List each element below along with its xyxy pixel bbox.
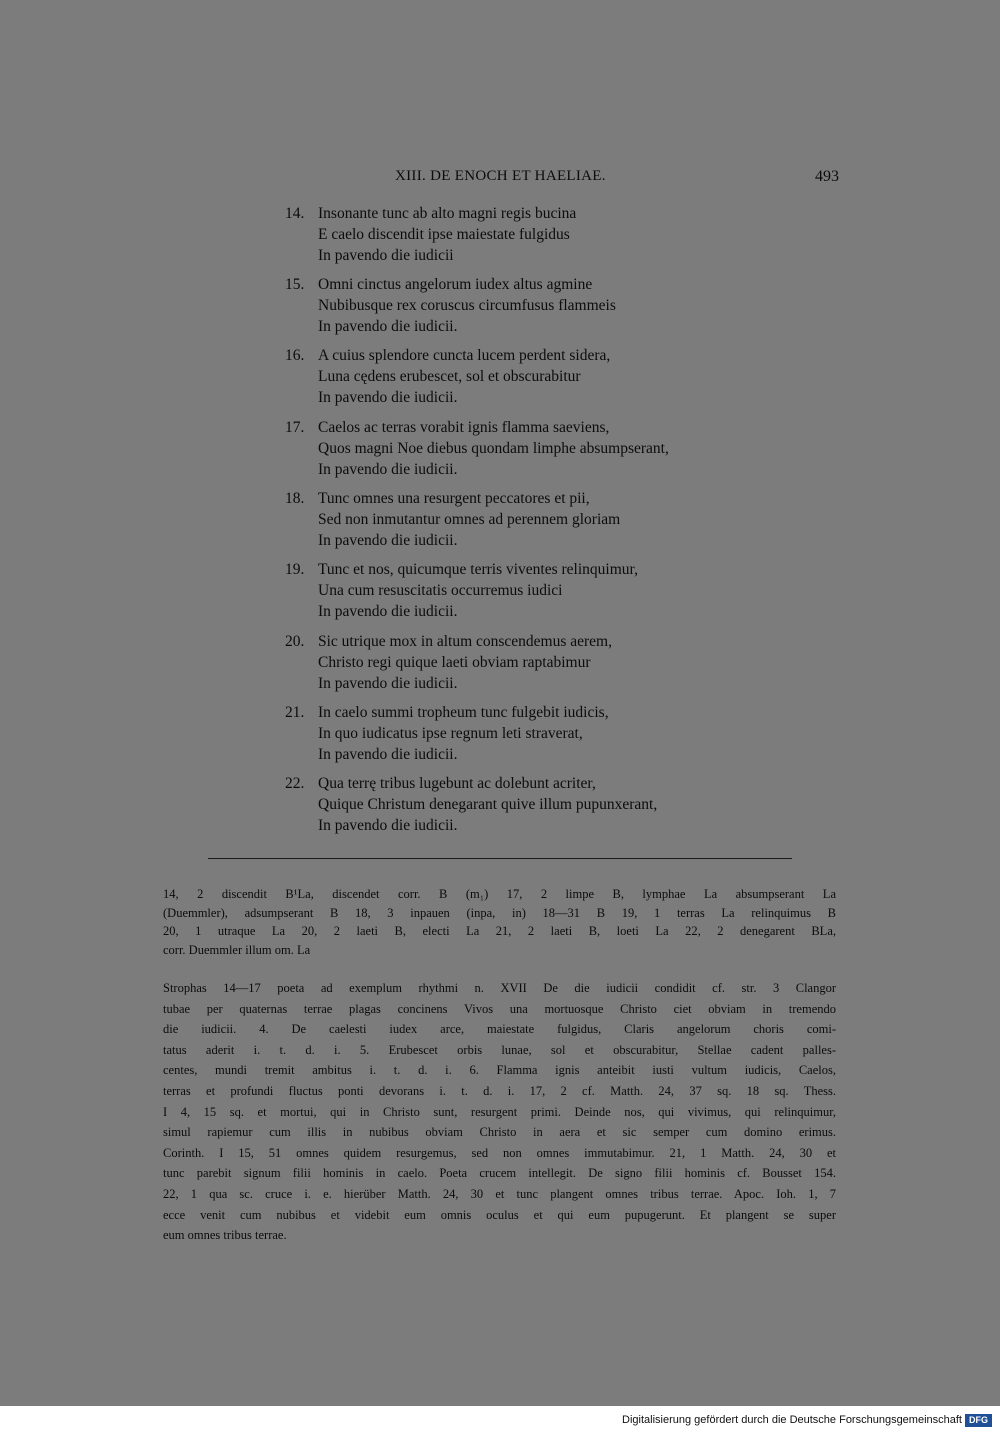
dfg-logo[interactable]: DFG (965, 1414, 992, 1427)
verse-line: Qua terrę tribus lugebunt ac dolebunt acriter, (318, 775, 596, 792)
stanza-number: 22. (285, 775, 305, 792)
verse-line: Tunc et nos, quicumque terris viventes relinquimur, (318, 561, 638, 578)
funding-notice: Digitalisierung gefördert durch die Deutsche Forschungsgemeinschaft (622, 1414, 962, 1426)
verse-refrain: In pavendo die iudicii. (318, 389, 458, 406)
verse-line: Sic utrique mox in altum conscendemus aerem, (318, 633, 612, 650)
stanza-number: 19. (285, 561, 305, 578)
verse-line: Christo regi quique laeti obviam raptabimur (318, 654, 591, 671)
stanza-number: 21. (285, 704, 305, 721)
apparatus-line: 14, 2 discendit B¹La, discendet corr. B (m₁) 17, 2 limpe B, lymphae La absumpserant La (163, 887, 836, 901)
commentary-line: tubae per quaternas terrae plagas concinens Vivos una mortuosque Christo ciet obviam in tremendo (163, 1001, 836, 1016)
separator-rule (208, 858, 792, 859)
commentary-line: ecce venit cum nubibus et videbit eum omnis oculus et qui eum pupugerunt. Et plangent se super (163, 1207, 836, 1222)
commentary-line: Strophas 14—17 poeta ad exemplum rhythmi n. XVII De die iudicii condidit cf. str. 3 Clangor (163, 981, 836, 995)
critical-apparatus (163, 885, 836, 959)
verse-line: E caelo discendit ipse maiestate fulgidus (318, 226, 570, 243)
running-head: XIII. DE ENOCH ET HAELIAE. (395, 168, 606, 184)
commentary-line: tatus aderit i. t. d. i. 5. Erubescet orbis lunae, sol et obscurabitur, Stellae cadent palles- (163, 1042, 836, 1057)
verse-refrain: In pavendo die iudicii. (318, 817, 458, 834)
stanza-number: 15. (285, 276, 305, 293)
verse-line: In caelo summi tropheum tunc fulgebit iudicis, (318, 704, 609, 721)
verse-line: Luna cędens erubescet, sol et obscurabitur (318, 368, 581, 385)
commentary-line: simul rapiemur cum illis in nubibus obviam Christo in aera et sic semper cum domino erimus. (163, 1125, 836, 1140)
commentary-line: Corinth. I 15, 51 omnes quidem resurgemus, sed non omnes immutabimur. 21, 1 Matth. 24, 30 et (163, 1145, 836, 1160)
verse-line: A cuius splendore cuncta lucem perdent sidera, (318, 347, 611, 364)
verse-refrain: In pavendo die iudicii. (318, 318, 458, 335)
verse-line: Tunc omnes una resurgent peccatores et pii, (318, 490, 590, 507)
commentary-line: die iudicii. 4. De caelesti iudex arce, maiestate fulgidus, Claris angelorum choris comi- (163, 1022, 836, 1037)
verse-refrain: In pavendo die iudicii. (318, 603, 458, 620)
page-number: 493 (815, 168, 839, 185)
stanza-number: 18. (285, 490, 305, 507)
verse-refrain: In pavendo die iudicii. (318, 746, 458, 763)
stanza-number: 17. (285, 419, 305, 436)
verse-line: Insonante tunc ab alto magni regis bucina (318, 205, 577, 222)
commentary-line: centes, mundi tremit ambitus i. t. d. i. 6. Flamma ignis anteibit iusti vultum iudicis, Caelos, (163, 1063, 836, 1078)
verse-line: Nubibusque rex coruscus circumfusus flammeis (318, 297, 616, 314)
verse-line: Quique Christum denegarant quive illum pupunxerant, (318, 796, 658, 813)
verse-line: In quo iudicatus ipse regnum leti straverat, (318, 725, 583, 742)
commentary-line: eum omnes tribus terrae. (163, 1228, 287, 1243)
apparatus-line: 20, 1 utraque La 20, 2 laeti B, electi La 21, 2 laeti B, loeti La 22, 2 denegarent BLa, (163, 924, 836, 938)
commentary-line: 22, 1 qua sc. cruce i. e. hierüber Matth. 24, 30 et tunc plangent omnes tribus terrae. Apoc. Ioh. 1, 7 (163, 1186, 836, 1201)
commentary-line: tunc parebit signum filii hominis in caelo. Poeta crucem intellegit. De signo filii hominis cf. Bousset 154. (163, 1166, 836, 1181)
stanza-number: 20. (285, 633, 305, 650)
footer-bar (0, 1406, 1000, 1434)
verse-line: Omni cinctus angelorum iudex altus agmine (318, 276, 593, 293)
stanza-number: 14. (285, 205, 305, 222)
verse-refrain: In pavendo die iudicii. (318, 675, 458, 692)
commentary (163, 978, 836, 1246)
verse-line: Una cum resuscitatis occurremus iudici (318, 582, 563, 599)
verse-line: Sed non inmutantur omnes ad perennem gloriam (318, 511, 621, 528)
verse-line: Quos magni Noe diebus quondam limphe absumpserant, (318, 440, 669, 457)
verse-refrain: In pavendo die iudicii (318, 247, 454, 264)
stanza-number: 16. (285, 347, 305, 364)
verse-line: Caelos ac terras vorabit ignis flamma saeviens, (318, 419, 610, 436)
apparatus-line: (Duemmler), adsumpserant B 18, 3 inpauen (inpa, in) 18—31 B 19, 1 terras La relinquimus B (163, 905, 836, 920)
commentary-line: I 4, 15 sq. et mortui, qui in Christo sunt, resurgent primi. Deinde nos, qui vivimus, qui relinquimur, (163, 1104, 836, 1119)
apparatus-line: corr. Duemmler illum om. La (163, 942, 311, 957)
verse-refrain: In pavendo die iudicii. (318, 532, 458, 549)
commentary-line: terras et profundi fluctus ponti devorans i. t. d. i. 17, 2 cf. Matth. 24, 37 sq. 18 sq. Thess. (163, 1083, 836, 1098)
verse-refrain: In pavendo die iudicii. (318, 461, 458, 478)
